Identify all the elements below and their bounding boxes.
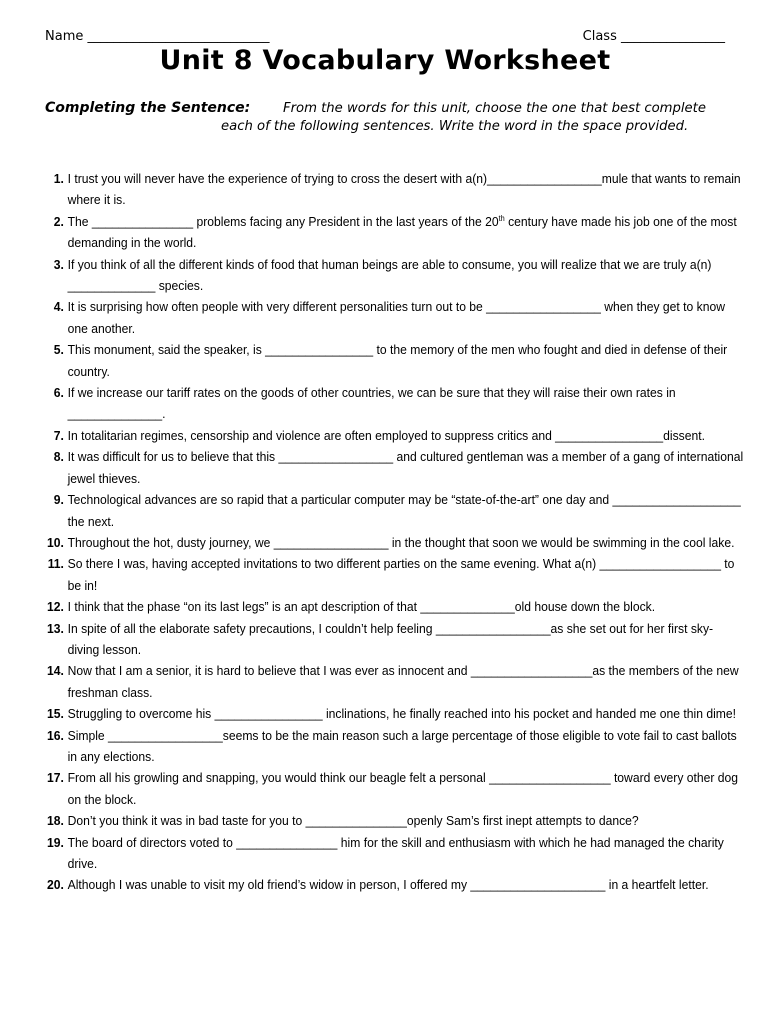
instructions-text: From the words for this unit, choose the one that best complete each of the following sentences. Write the word in the space provided. bbox=[221, 101, 706, 134]
question-number: 12 . bbox=[40, 596, 64, 617]
question-text: Simple _________________seems to be the main reason such a large percentage of those eligible to vote fail to cast ballots in any elections. bbox=[67, 727, 737, 764]
question-text: I trust you will never have the experience of trying to cross the desert with a(n)_________________mule that wants to remain where it is. bbox=[67, 171, 741, 208]
question-item bbox=[40, 339, 745, 382]
question-item bbox=[40, 532, 745, 553]
question-item bbox=[40, 296, 745, 339]
question-number: 8 . bbox=[40, 446, 64, 467]
question-number: 17 . bbox=[40, 767, 64, 788]
question-item bbox=[40, 446, 745, 489]
question-text: So there I was, having accepted invitations to two different parties on the same evening. What a(n) __________________ to be in! bbox=[67, 556, 735, 593]
question-item bbox=[40, 618, 745, 661]
question-item bbox=[40, 660, 745, 703]
question-number: 14 . bbox=[40, 660, 64, 681]
question-number: 3 . bbox=[40, 254, 64, 275]
question-number: 13 . bbox=[40, 618, 64, 639]
question-number: 11 . bbox=[40, 553, 64, 574]
question-number: 4 . bbox=[40, 296, 64, 317]
question-item bbox=[40, 810, 745, 831]
question-item bbox=[40, 382, 745, 425]
class-field: Class ________________ bbox=[582, 29, 725, 44]
question-number: 18 . bbox=[40, 810, 64, 831]
question-item bbox=[40, 767, 745, 810]
question-text: Struggling to overcome his ________________ inclinations, he finally reached into his pocket and handed me one thin dime! bbox=[67, 706, 737, 722]
question-item bbox=[40, 489, 745, 532]
instructions bbox=[45, 99, 735, 136]
question-item bbox=[40, 725, 745, 768]
question-text: Don’t you think it was in bad taste for you to _______________openly Sam’s first inept attempts to dance? bbox=[67, 813, 639, 829]
question-text: If you think of all the different kinds of food that human beings are able to consume, you will realize that we are truly a(n) _____________ species. bbox=[67, 256, 712, 294]
question-item bbox=[40, 596, 745, 617]
question-number: 15 . bbox=[40, 703, 64, 724]
question-text: It is surprising how often people with very different personalities turn out to be _________________ when they get to know one another. bbox=[67, 299, 725, 336]
question-text: If we increase our tariff rates on the goods of other countries, we can be sure that they will raise their own rates in ______________. bbox=[67, 385, 676, 422]
question-number: 19 . bbox=[40, 832, 64, 853]
question-text: The _______________ problems facing any President in the last years of the 20th century have made his job one of the most demanding in the world. bbox=[67, 213, 737, 251]
question-item bbox=[40, 425, 745, 446]
question-text: In spite of all the elaborate safety precautions, I couldn’t help feeling _________________as she set out for her first sky-diving lesson. bbox=[67, 620, 714, 657]
question-item bbox=[40, 703, 745, 724]
question-number: 6 . bbox=[40, 382, 64, 403]
question-number: 16 . bbox=[40, 725, 64, 746]
question-text: The board of directors voted to _______________ him for the skill and enthusiasm with which he had managed the charity drive. bbox=[67, 834, 724, 871]
question-text: Now that I am a senior, it is hard to believe that I was ever as innocent and __________________as the members of the new freshman class. bbox=[67, 663, 739, 700]
question-item bbox=[40, 832, 745, 875]
question-text: From all his growling and snapping, you would think our beagle felt a personal __________________ toward every other dog on the block. bbox=[67, 770, 739, 807]
question-text: It was difficult for us to believe that this _________________ and cultured gentleman was a member of a gang of international jewel thieves. bbox=[67, 449, 744, 486]
question-text: Although I was unable to visit my old friend’s widow in person, I offered my ____________________ in a heartfelt letter. bbox=[67, 877, 709, 893]
question-number: 10 . bbox=[40, 532, 64, 553]
question-number: 5 . bbox=[40, 339, 64, 360]
question-text: I think that the phase “on its last legs” is an apt description of that ______________old house down the block. bbox=[67, 599, 656, 615]
instructions-label: Completing the Sentence: bbox=[45, 100, 251, 116]
question-list bbox=[40, 168, 744, 896]
question-number: 7 . bbox=[40, 425, 64, 446]
question-text: Technological advances are so rapid that a particular computer may be “state-of-the-art” one day and ___________________ the next. bbox=[67, 492, 741, 529]
question-text: This monument, said the speaker, is ________________ to the memory of the men who fought and died in defense of their country. bbox=[67, 342, 728, 379]
question-number: 2 . bbox=[40, 211, 64, 232]
question-item bbox=[40, 553, 745, 596]
question-item bbox=[40, 254, 745, 297]
question-item bbox=[40, 874, 745, 895]
question-item bbox=[40, 168, 745, 211]
question-item bbox=[40, 211, 745, 254]
name-field: Name ____________________________ bbox=[45, 29, 270, 44]
page-title: Unit 8 Vocabulary Worksheet bbox=[159, 45, 611, 76]
question-number: 1 . bbox=[40, 168, 64, 189]
question-text: In totalitarian regimes, censorship and violence are often employed to suppress critics and ________________dissent. bbox=[67, 427, 705, 443]
question-text: Throughout the hot, dusty journey, we _________________ in the thought that soon we would be swimming in the cool lake. bbox=[67, 534, 735, 550]
question-number: 20 . bbox=[40, 874, 64, 895]
question-number: 9 . bbox=[40, 489, 64, 510]
